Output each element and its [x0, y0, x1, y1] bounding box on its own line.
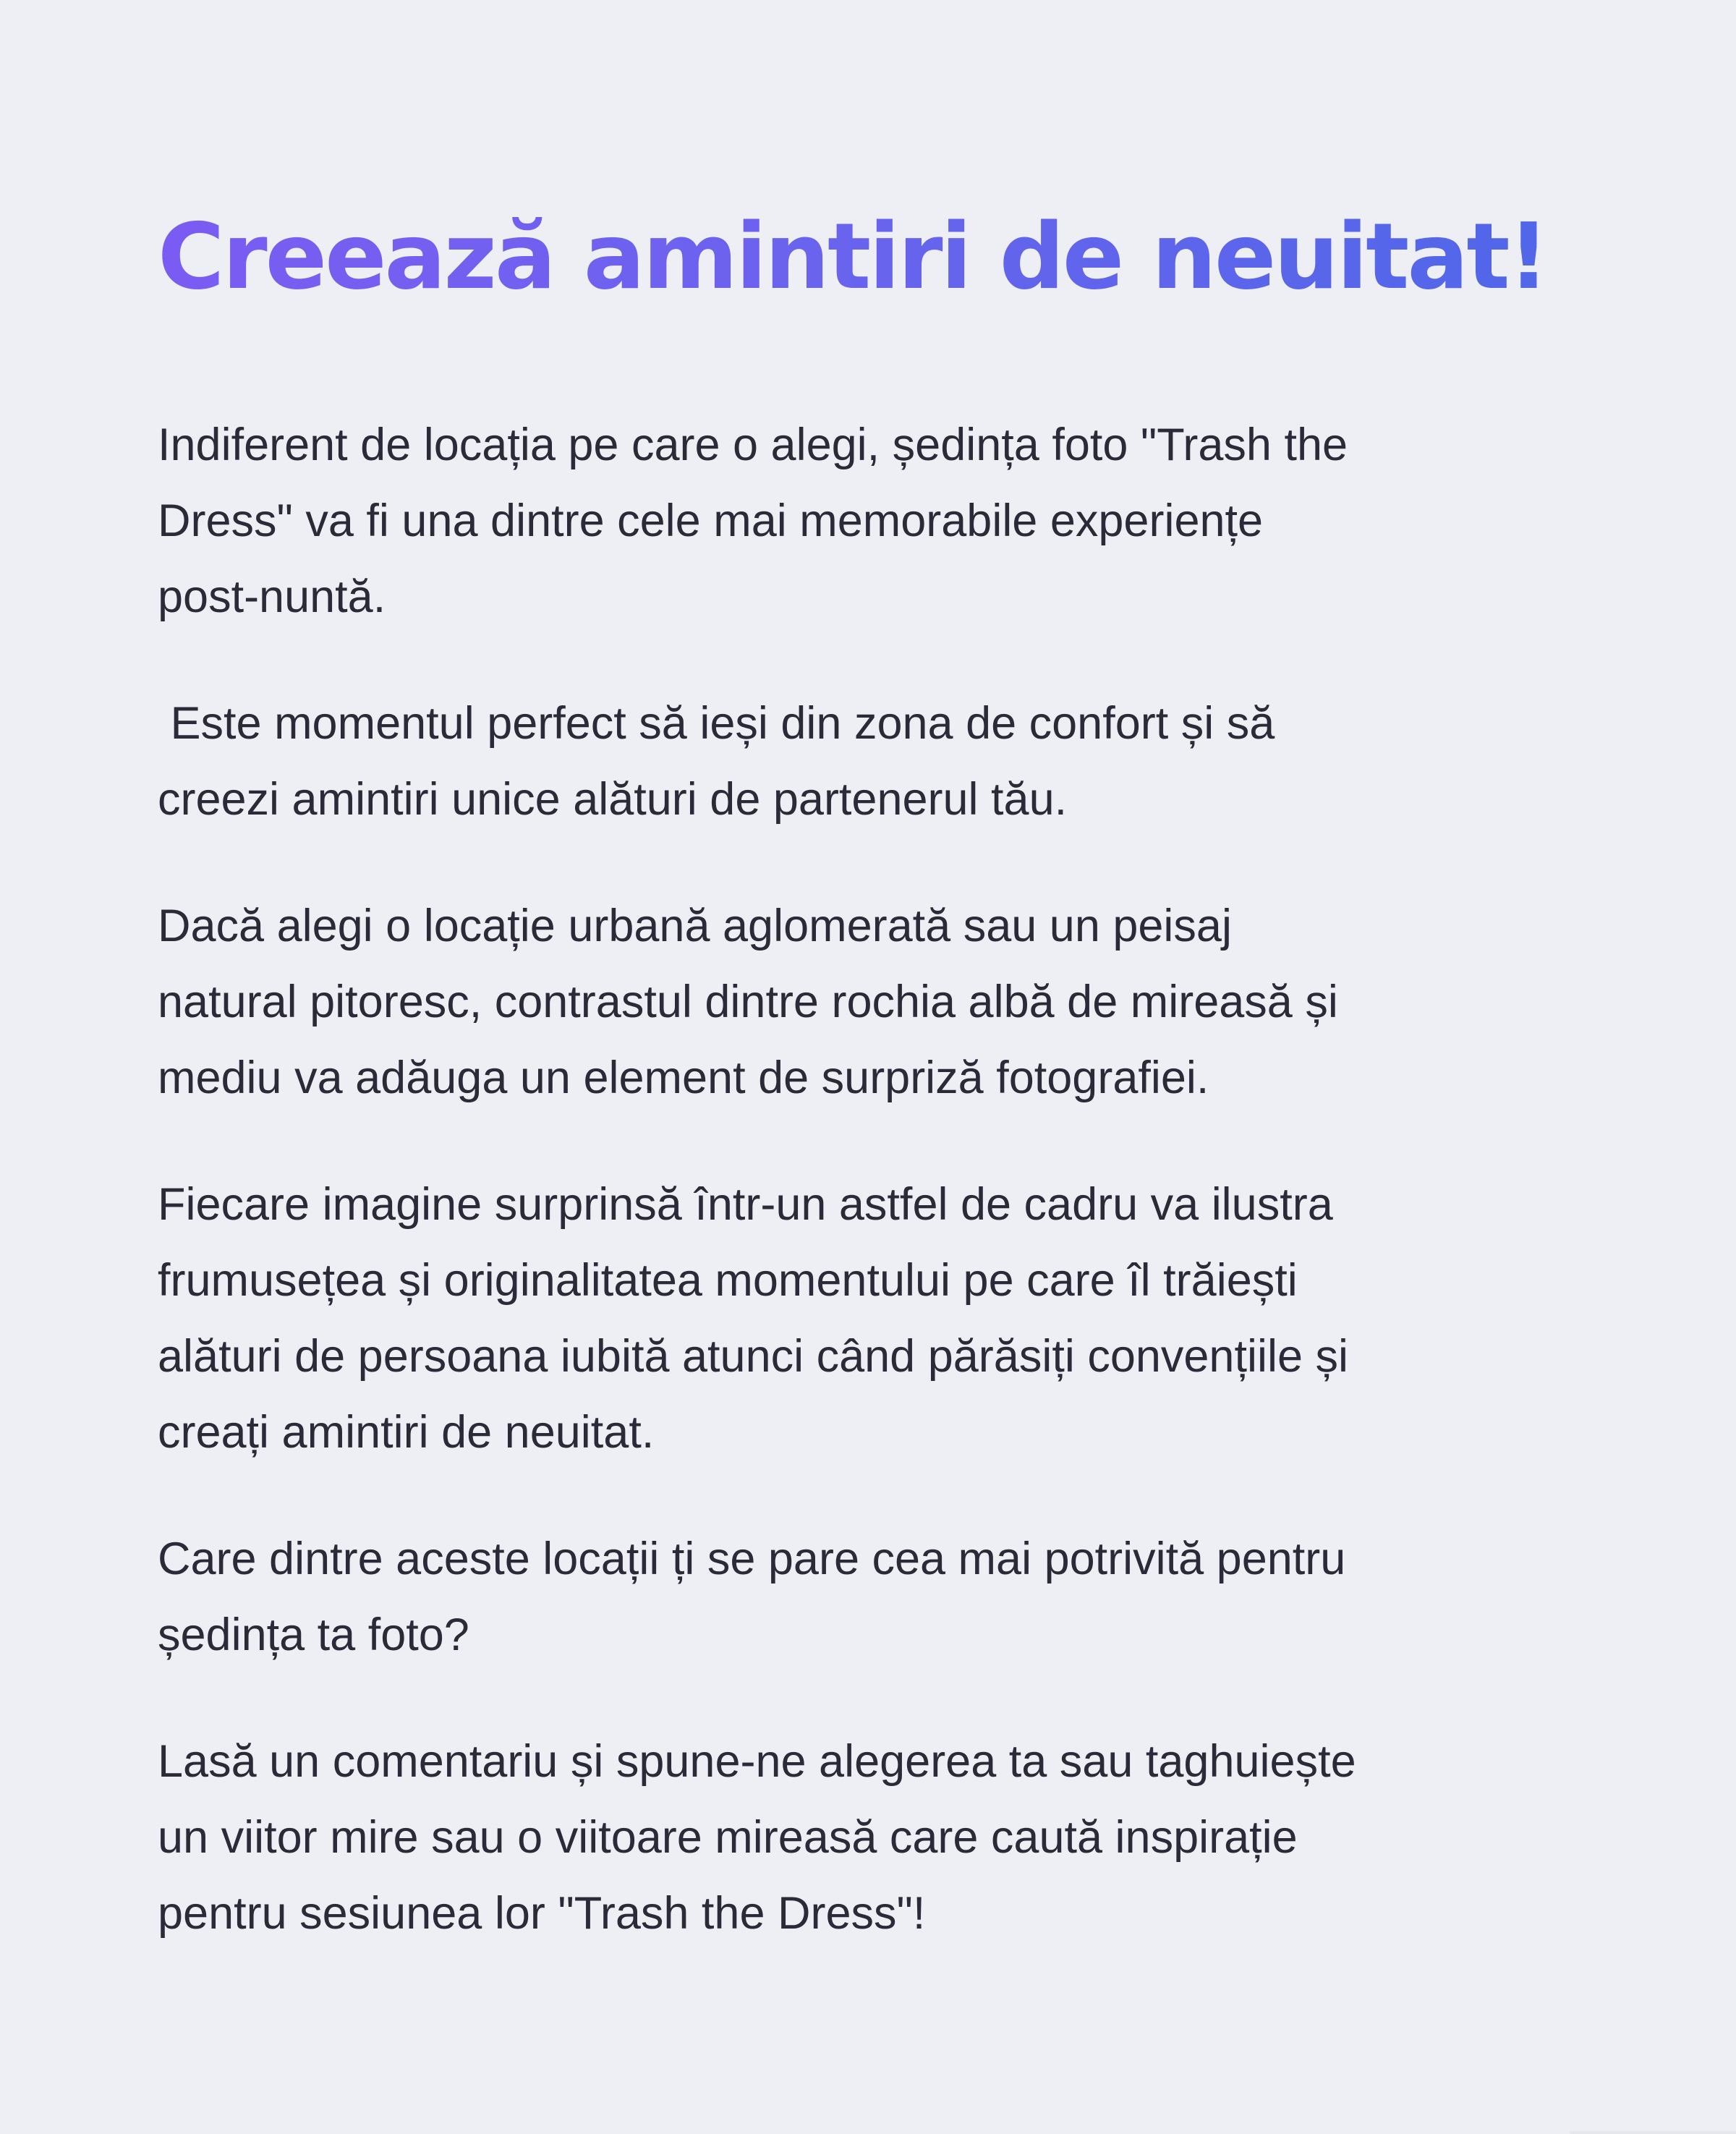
paragraph: Fiecare imagine surprinsă într-un astfel de cadru va ilustra frumusețea și originalitatea momentului pe care îl trăiești alături de persoana iubită atunci când părăsiți convențiile și creați amintiri de neuitat. — [158, 1179, 1348, 1458]
paragraph: Care dintre aceste locații ți se pare cea mai potrivită pentru ședința ta foto? — [158, 1534, 1346, 1660]
article-title: Creează amintiri de neuitat! — [158, 195, 1604, 318]
paragraph: Dacă alegi o locație urbană aglomerată sau un peisaj natural pitoresc, contrastul dintre rochia albă de mireasă și mediu va adăuga un element de surpriză fotografiei. — [158, 901, 1338, 1103]
paragraph: Este momentul perfect să ieși din zona de confort și să creezi amintiri unice alături de partenerul tău. — [158, 698, 1275, 825]
article — [158, 195, 1604, 1952]
paragraph: Indiferent de locația pe care o alegi, ședința foto "Trash the Dress" va fi una dintre cele mai memorabile experiențe post-nuntă. — [158, 420, 1348, 622]
paragraph: Lasă un comentariu și spune-ne alegerea ta sau taghuiește un viitor mire sau o viitoare mireasă care caută inspirație pentru sesiunea lor "Trash the Dress"! — [158, 1736, 1356, 1939]
divider — [1570, 2131, 1736, 2134]
